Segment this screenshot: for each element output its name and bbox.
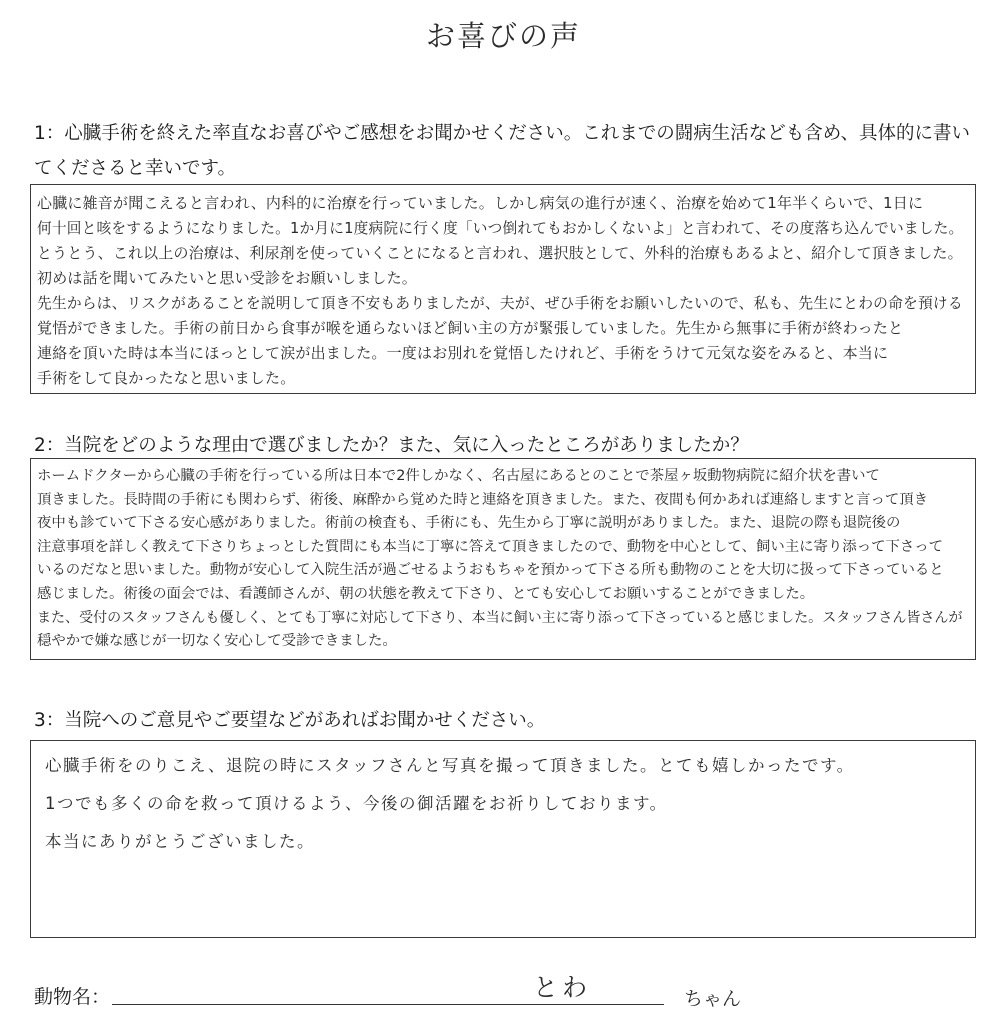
answer-1-line: 初めは話を聞いてみたいと思い受診をお願いしました。 <box>37 269 418 287</box>
answer-2-line: 穏やかで嫌な感じが一切なく安心して受診できました。 <box>37 633 397 650</box>
answer-box-2 <box>30 458 976 660</box>
answer-3-line: 心臓手術をのりこえ、退院の時にスタッフさんと写真を撮って頂きました。とても嬉しかったです。 <box>45 756 855 775</box>
page-title: お喜びの声 <box>425 19 581 53</box>
answer-1-line: 何十回と咳をするようになりました。1か月に1度病院に行く度「いつ倒れてもおかしくないよ」と言われて、その度落ち込んでいました。 <box>37 219 964 237</box>
answer-2-line: 注意事項を詳しく教えて下さりちょっとした質問にも本当に丁寧に答えて頂きましたので、動物を中心として、飼い主に寄り添って下さって <box>37 538 944 555</box>
answer-1-line: 先生からは、リスクがあることを説明して頂き不安もありましたが、夫が、ぜひ手術をお願いしたいので、私も、先生にとわの命を預ける <box>37 294 963 312</box>
question-3: 3：当院へのご意見やご要望などがあればお聞かせください。 <box>34 710 546 731</box>
pet-name-underline <box>112 1004 664 1005</box>
pet-name-suffix: ちゃん <box>684 988 742 1010</box>
answer-1-line: 覚悟ができました。手術の前日から食事が喉を通らないほど飼い主の方が緊張していました。先生から無事に手術が終わったと <box>37 319 904 337</box>
pet-name-label: 動物名： <box>34 986 111 1008</box>
answer-3-line: 本当にありがとうございました。 <box>45 832 315 851</box>
answer-1-line: 連絡を頂いた時は本当にほっとして涙が出ました。一度はお別れを覚悟したけれど、手術をうけて元気な姿をみると、本当に <box>37 344 889 362</box>
answer-2-line: 感じました。術後の面会では、看護師さんが、朝の状態を教えて下さり、とても安心してお願いすることができました。 <box>37 585 815 602</box>
answer-3-line: 1つでも多くの命を救って頂けるよう、今後の御活躍をお祈りしております。 <box>45 794 668 813</box>
answer-1-line: とうとう、これ以上の治療は、利尿剤を使っていくことになると言われ、選択肢として、外科的治療もあるよと、紹介して頂きました。 <box>37 244 963 262</box>
answer-1-line: 手術をして良かったなと思いました。 <box>37 369 296 387</box>
answer-2-line: いるのだなと思いました。動物が安心して入院生活が過ごせるようおもちゃを預かって下さる所も動物のことを大切に扱って下さっていると <box>37 562 944 579</box>
answer-2-line: 夜中も診ていて下さる安心感がありました。術前の検査も、手術にも、先生から丁寧に説明がありました。また、退院の際も退院後の <box>37 515 901 532</box>
question-2: 2：当院をどのような理由で選びましたか？また、気に入ったところがありましたか？ <box>34 435 749 456</box>
answer-box-3 <box>30 740 976 938</box>
pet-name-value: とわ <box>533 973 592 1002</box>
answer-2-line: ホームドクターから心臓の手術を行っている所は日本で2件しかなく、名古屋にあるとのことで茶屋ヶ坂動物病院に紹介状を書いて <box>37 468 880 484</box>
answer-box-1 <box>30 184 976 394</box>
answer-1-line: 心臓に雑音が聞こえると言われ、内科的に治療を行っていました。しかし病気の進行が速く、治療を始めて1年半くらいで、1日に <box>37 194 924 212</box>
answer-2-line: 頂きました。長時間の手術にも関わらず、術後、麻酔から覚めた時と連絡を頂きました。また、夜間も何かあれば連絡しますと言って頂き <box>37 491 929 508</box>
answer-2-line: また、受付のスタッフさんも優しく、とても丁寧に対応して下さり、本当に飼い主に寄り添って下さっていると感じました。スタッフさん皆さんが <box>37 609 963 626</box>
question-1: 1：心臓手術を終えた率直なお喜びやご感想をお聞かせください。これまでの闘病生活なども含め、具体的に書いてくださると幸いです。 <box>34 123 971 179</box>
